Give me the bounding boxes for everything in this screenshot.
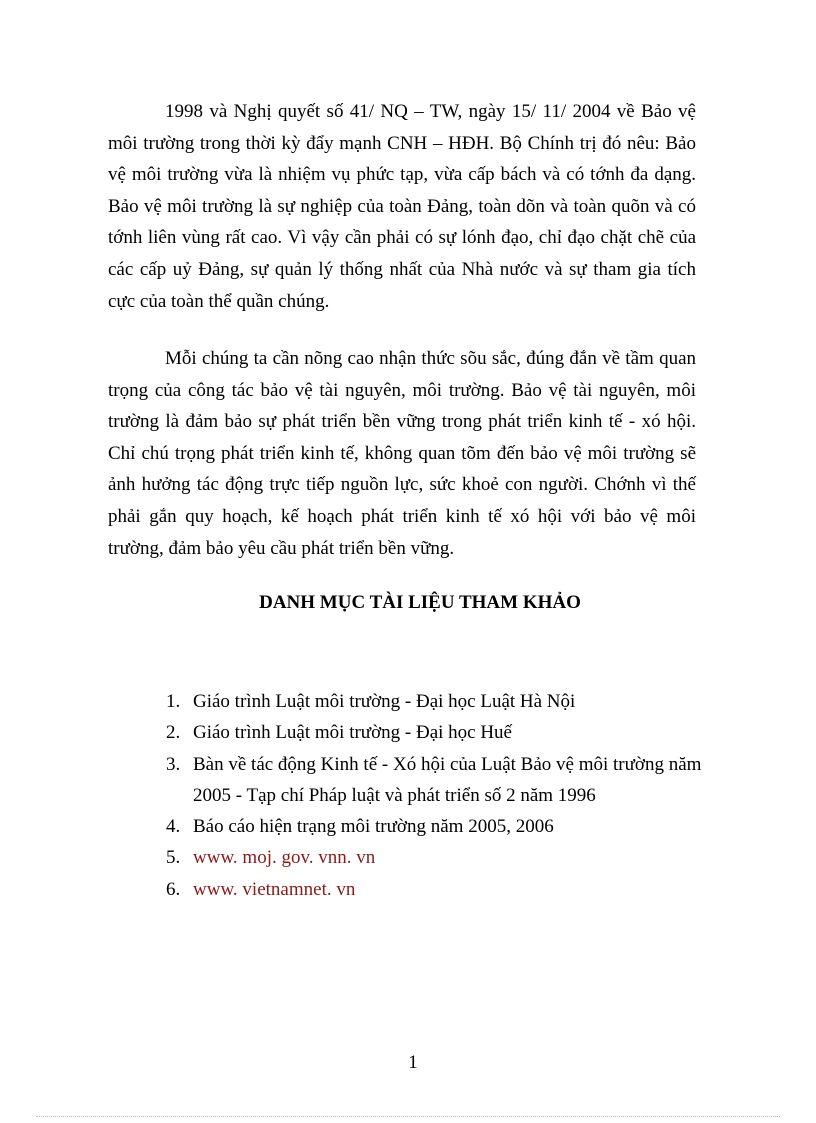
reference-link[interactable]: www. vietnamnet. vn (193, 878, 356, 900)
reference-text: Giáo trình Luật môi trường - Đại học Huế (193, 722, 512, 744)
reference-number: 6. (166, 878, 181, 900)
reference-number: 2. (166, 722, 181, 744)
reference-number: 1. (166, 691, 181, 712)
reference-link[interactable]: www. moj. gov. vnn. vn (193, 847, 376, 869)
body-paragraph: Mỗi chúng ta cần nõng cao nhận thức sõu sắc, đúng đắn về tầm quan trọng của công tác bảo vệ tài nguyên, môi trường. Bảo vệ tài nguyên, môi trường là đảm bảo sự phát triển bền vững trong phát triển kinh tế - xó hội. Chỉ chú trọng phát triển kinh tế, không quan tõm đến bảo vệ môi trường sẽ ảnh hưởng tác động trực tiếp nguồn lực, sức khoẻ con người. Chớnh vì thế phải gắn quy hoạch, kế hoạch phát triển kinh tế xó hội với bảo vệ môi trường, đảm bảo yêu cầu phát triển bền vững. (108, 348, 696, 559)
body-paragraph: 1998 và Nghị quyết số 41/ NQ – TW, ngày 15/ 11/ 2004 về Bảo vệ môi trường trong thời kỳ đẩy mạnh CNH – HĐH. Bộ Chính trị đó nêu: Bảo vệ môi trường vừa là nhiệm vụ phức tạp, vừa cấp bách và có tớnh đa dạng. Bảo vệ môi trường là sự nghiệp của toàn Đảng, toàn dõn và toàn quõn và có tớnh liên vùng rất cao. Vì vậy cần phải có sự lónh đạo, chỉ đạo chặt chẽ của các cấp uỷ Đảng, sự quản lý thống nhất của Nhà nước và sự tham gia tích cực của toàn thể quần chúng. (108, 101, 696, 312)
reference-number: 5. (166, 847, 181, 869)
references-list (166, 686, 706, 905)
reference-item (166, 749, 706, 812)
reference-item (166, 811, 706, 842)
reference-item (166, 717, 706, 748)
reference-number: 3. (166, 753, 181, 775)
reference-item (166, 842, 706, 873)
references-heading: DANH MỤC TÀI LIỆU THAM KHẢO (259, 592, 581, 613)
page-number: 1 (408, 1052, 418, 1073)
footer-divider (36, 1116, 780, 1117)
reference-text: Bàn về tác động Kinh tế - Xó hội của Luật Bảo vệ môi trường năm 2005 - Tạp chí Pháp luật và phát triển số 2 năm 1996 (193, 753, 702, 806)
reference-item (166, 686, 706, 717)
reference-item (166, 874, 706, 905)
reference-text: Giáo trình Luật môi trường - Đại học Luật Hà Nội (193, 691, 576, 712)
reference-text: Báo cáo hiện trạng môi trường năm 2005, 2006 (193, 816, 554, 838)
reference-number: 4. (166, 816, 181, 838)
